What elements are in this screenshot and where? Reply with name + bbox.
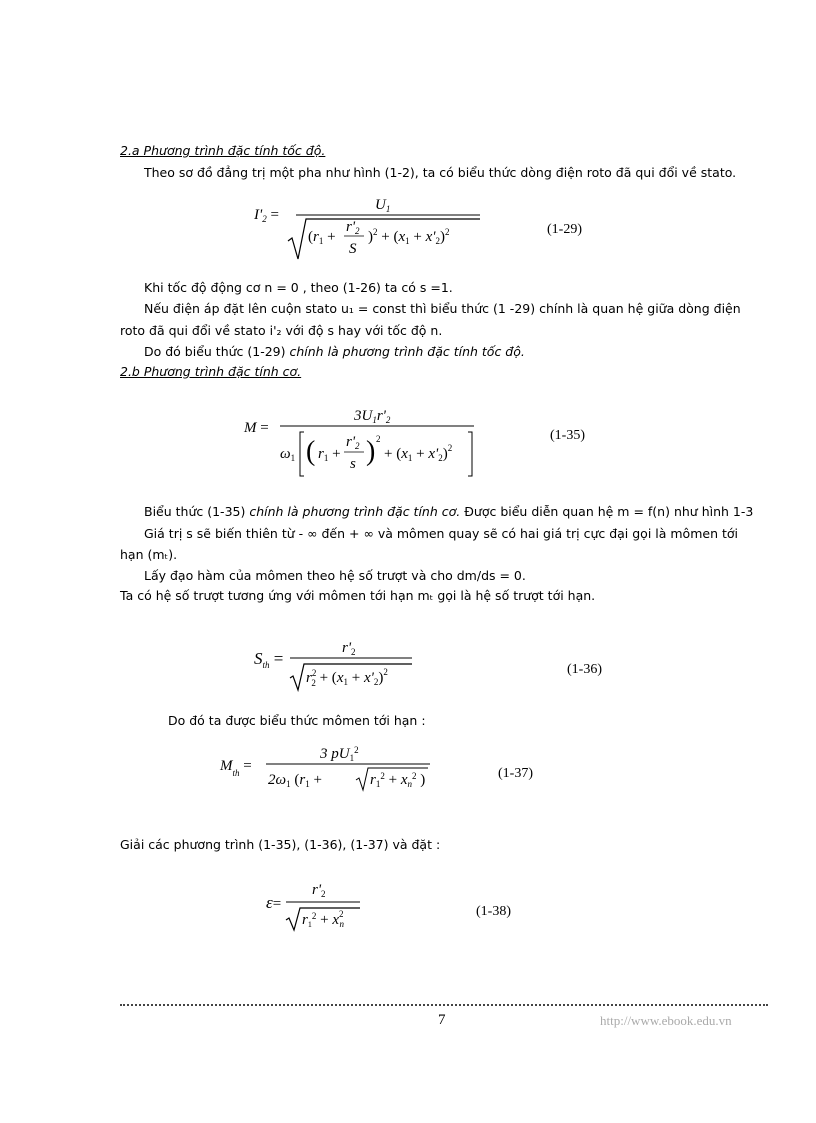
svg-text:r1 +: $r_1$ +: [318, 446, 341, 463]
equation-1-37: [216, 742, 446, 801]
svg-text:r'2: $r'_2$: [346, 434, 360, 451]
paragraph-6-text: Biểu thức (1-35): [144, 504, 250, 519]
svg-text:r'2: $r'_2$: [346, 219, 360, 236]
equation-number-1-29: (1-29): [547, 222, 582, 237]
equation-number-1-38: (1-38): [476, 904, 511, 919]
equation-number-1-37: (1-37): [498, 766, 533, 781]
svg-text:Sth =: $S_{th}$ =: [254, 649, 284, 670]
equation-1-36: [250, 634, 430, 699]
svg-text:r'2: $r'_2$: [342, 640, 356, 657]
footer-url[interactable]: http://www.ebook.edu.vn: [600, 1013, 732, 1028]
svg-text:s: s: [350, 456, 356, 472]
svg-text:(r1 +: ($r_1$ +: [308, 229, 336, 246]
paragraph-6-tail: Được biểu diễn quan hệ m = f(n) như hình 1-3: [460, 504, 754, 519]
paragraph-4: roto đã qui đổi về stato i'₂ với độ s hay với tốc độ n.: [120, 323, 443, 338]
page-number: 7: [438, 1012, 446, 1028]
paragraph-8: hạn (mₜ).: [120, 547, 178, 562]
paragraph-9: Lấy đạo hàm của mômen theo hệ số trượt và cho dm/ds = 0.: [144, 568, 526, 583]
paragraph-6-emphasis: chính là phương trình đặc tính cơ.: [249, 504, 461, 519]
paragraph-2: Khi tốc độ động cơ n = 0 , theo (1-26) ta có s =1.: [144, 280, 453, 295]
paragraph-12: Giải các phương trình (1-35), (1-36), (1-37) và đặt :: [120, 837, 441, 852]
equation-number-1-36: (1-36): [567, 662, 602, 677]
paragraph-5-emphasis: chính là phương trình đặc tính tốc độ.: [289, 344, 525, 359]
svg-text:3U1r'2: $3U_1r'_2$: [354, 408, 391, 425]
paragraph-10: Ta có hệ số trượt tương ứng với mômen tới hạn mₜ gọi là hệ số trượt tới hạn.: [120, 588, 596, 603]
paragraph-1: Theo sơ đồ đẳng trị một pha như hình (1-2), ta có biểu thức dòng điện roto đã qui đổi về stato.: [144, 165, 737, 180]
equation-number-1-35: (1-35): [550, 428, 585, 443]
svg-text:I'2 =: $I'_2$ =: [254, 207, 279, 224]
svg-text:): ): [366, 436, 376, 467]
svg-text:3 pU12: 3 $pU_1^2$: [320, 745, 359, 763]
paragraph-5-text: Do đó biểu thức (1-29): [144, 344, 290, 359]
svg-text:M =: M =: [244, 420, 269, 436]
svg-text:ε=: ε=: [266, 893, 282, 912]
equation-1-35: [240, 402, 490, 487]
section-heading-2a: 2.a Phương trình đặc tính tốc độ.: [120, 143, 326, 158]
svg-text:+ (x1 + x'2)2: + $(x_1 + x'_2)^2$: [384, 443, 453, 463]
section-heading-2b: 2.b Phương trình đặc tính cơ.: [120, 364, 302, 379]
paragraph-11: Do đó ta được biểu thức mômen tới hạn :: [168, 713, 426, 728]
paragraph-5: [144, 343, 525, 361]
svg-text:U1: $U_1$: [375, 197, 391, 214]
svg-text:r12 + xn2 ): $r_1^2 + x_n^2$ ): [370, 771, 426, 789]
svg-text:r12 + x2n: $r_1^2 + x^2$ n: [302, 909, 344, 929]
footer-divider: [120, 1004, 768, 1006]
svg-text:r22 + (x1 + x'2)2: $r^2$ $2 + (x_1 + x'_2)^2$: [306, 667, 388, 688]
paragraph-6: [144, 503, 753, 521]
svg-text:)2 + (x1 + x'2)2: )$^2 + (x_1 + x'_2)^2$: [368, 227, 450, 246]
paragraph-7: Giá trị s sẽ biến thiên từ - ∞ đến + ∞ và mômen quay sẽ có hai giá trị cực đại gọi là mômen tới: [144, 526, 738, 541]
svg-text:Mth =: $M_{th}$ =: [220, 758, 252, 778]
paragraph-3: Nếu điện áp đặt lên cuộn stato u₁ = const thì biểu thức (1 -29) chính là quan hệ giữa dòng điện: [144, 301, 741, 316]
svg-text:2ω1 (r1 +: $2\omega_1$ ($r_1$ +: [268, 772, 322, 789]
svg-text:r'2: $r'_2$: [312, 882, 326, 899]
svg-text:(: (: [306, 436, 316, 467]
svg-text:S: S: [349, 241, 357, 257]
svg-text:ω1: $\omega_1$: [280, 446, 296, 463]
svg-text:2: 2: [376, 434, 381, 444]
equation-1-38: [262, 878, 382, 939]
equation-1-29: [250, 195, 490, 268]
